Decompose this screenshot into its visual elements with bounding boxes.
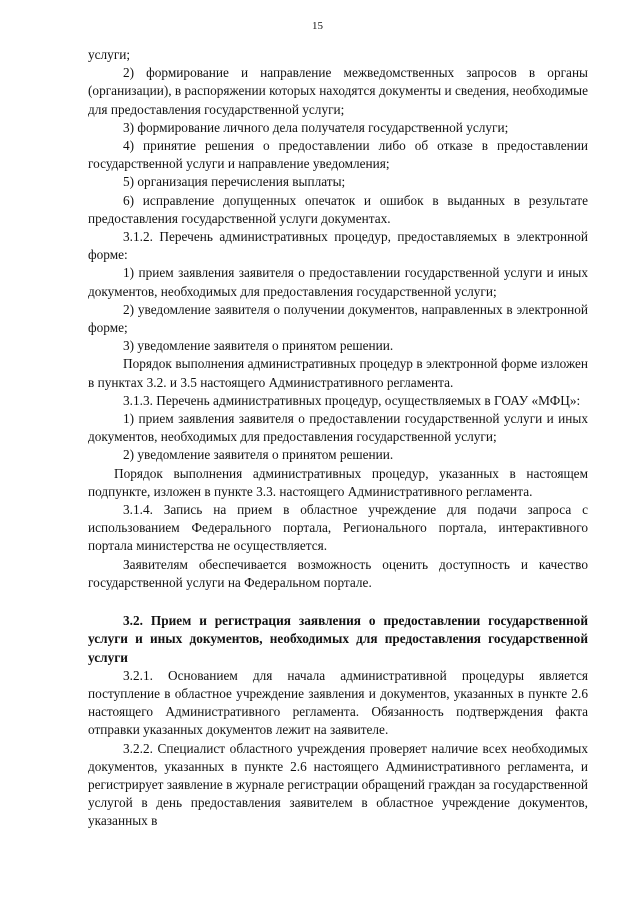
paragraph: 3.2.2. Специалист областного учреждения проверяет наличие всех необходимых документов, указанных в пункте 2.6 настоящего Административного регламента, и регистрирует заявление в журнале регистрации обращений граждан за государственной услугой в день предоставления заявителем в областное учреждение документов, указанных в: [88, 740, 588, 829]
page-number: 15: [312, 20, 323, 32]
paragraph: Порядок выполнения административных процедур в электронной форме изложен в пунктах 3.2. и 3.5 настоящего Административного регламента.: [88, 356, 588, 390]
paragraph: услуги;: [88, 47, 131, 62]
section-spacer: [88, 592, 588, 612]
paragraph: Заявителям обеспечивается возможность оценить доступность и качество государственной услуги на Федеральном портале.: [88, 556, 588, 590]
paragraph: 3.2.1. Основанием для начала административной процедуры является поступление в областное учреждение заявления и документов, указанных в пункте 2.6 настоящего Административного регламента. Обязанность подтверждения факта отправки указанных документов лежит на заявителе.: [88, 667, 588, 738]
paragraph: 2) уведомление заявителя о принятом решении.: [123, 447, 394, 463]
paragraph: Порядок выполнения административных процедур, указанных в настоящем подпункте, изложен в пункте 3.3. настоящего Административного регламента.: [88, 465, 588, 499]
paragraph: 2) уведомление заявителя о получении документов, направленных в электронной форме;: [88, 301, 588, 336]
document-body: [88, 46, 588, 831]
paragraph: 3) уведомление заявителя о принятом решении.: [123, 338, 394, 354]
paragraph: 5) организация перечисления выплаты;: [123, 174, 346, 190]
paragraph: 1) прием заявления заявителя о предоставлении государственной услуги и иных документов, необходимых для предоставления государственной услуги;: [88, 411, 588, 445]
paragraph: 3) формирование личного дела получателя государственной услуги;: [123, 119, 509, 135]
paragraph: 6) исправление допущенных опечаток и ошибок в выданных в результате предоставления государственной услуги документах.: [88, 192, 588, 226]
paragraph: 2) формирование и направление межведомственных запросов в органы (организации), в распоряжении которых находятся документы и сведения, необходимые для предоставления государственной услуги;: [88, 65, 588, 117]
section-heading: 3.2. Прием и регистрация заявления о предоставлении государственной услуги и иных документов, необходимых для предоставления государственной услуги: [88, 613, 588, 665]
paragraph: 4) принятие решения о предоставлении либо об отказе в предоставлении государственной услуги и направление уведомления;: [88, 138, 588, 172]
paragraph: 1) прием заявления заявителя о предоставлении государственной услуги и иных документов, необходимых для предоставления государственной услуги;: [88, 265, 588, 299]
paragraph: 3.1.4. Запись на прием в областное учреждение для подачи запроса с использованием Федерального портала, Регионального портала, интерактивного портала министерства не осуществляется.: [88, 502, 588, 554]
paragraph: 3.1.3. Перечень административных процедур, осуществляемых в ГОАУ «МФЦ»:: [123, 392, 581, 408]
paragraph: 3.1.2. Перечень административных процедур, предоставляемых в электронной форме:: [88, 229, 588, 263]
